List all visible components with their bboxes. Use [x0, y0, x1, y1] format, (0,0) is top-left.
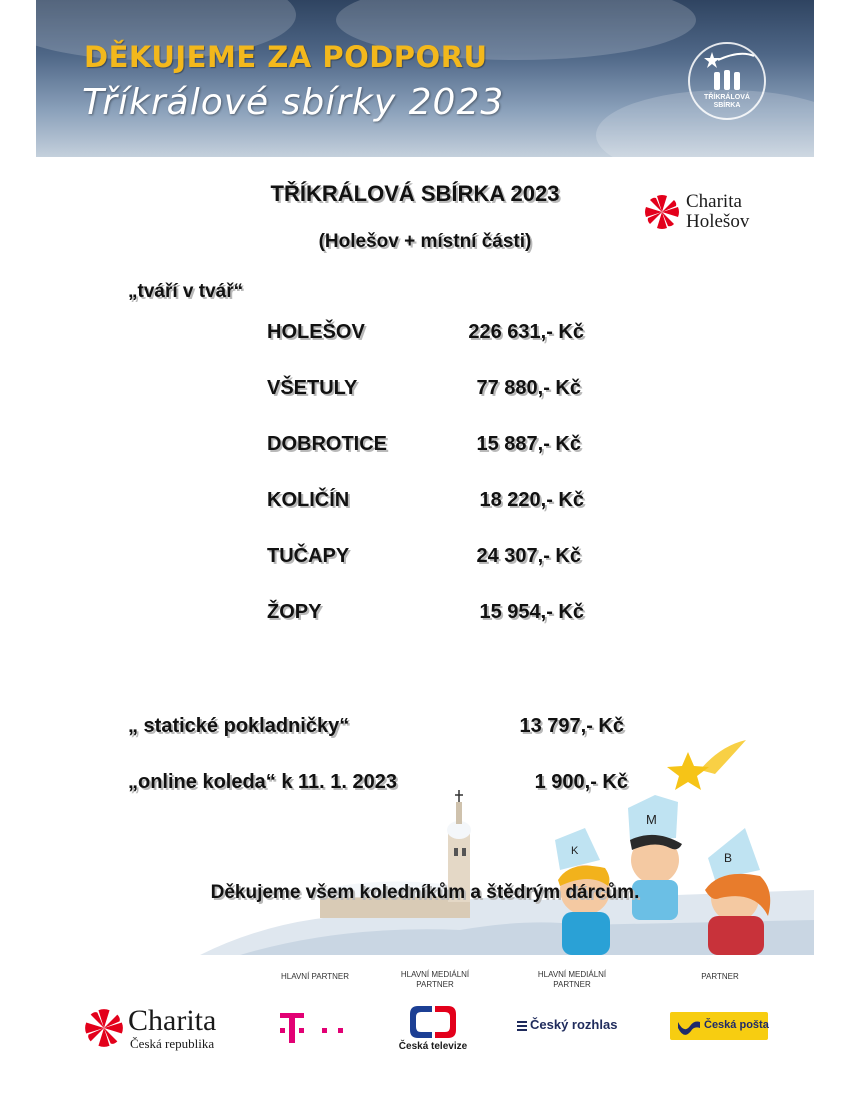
partner-label: HLAVNÍ MEDIÁLNÍ PARTNER — [537, 970, 607, 989]
charita-holesov-logo — [644, 192, 764, 236]
rozhlas-bars-icon — [517, 1019, 527, 1033]
result-amount: 77 880,- Kč — [476, 377, 581, 399]
ceska-posta-logo — [670, 1012, 768, 1040]
extra-amount: 13 797,- Kč — [519, 715, 624, 737]
ct-emblem-icon — [388, 1004, 478, 1040]
crown-letter-m: M — [646, 812, 657, 827]
telekom-logo — [278, 1008, 354, 1048]
charita-cross-icon — [644, 194, 680, 230]
section-label-face-to-face: „tváří v tvář“ — [128, 281, 244, 302]
ct-label: Česká televize — [398, 1041, 468, 1052]
result-place: ŽOPY — [267, 601, 322, 623]
thank-you-message: Děkujeme všem koledníkům a štědrým dárcům. — [210, 882, 640, 903]
result-row — [0, 601, 850, 631]
crown-letter-k: K — [571, 845, 579, 857]
trikralova-sbirka-logo — [688, 42, 766, 120]
charita-cr-logo — [84, 1006, 244, 1052]
shooting-star-icon — [667, 740, 746, 790]
charita-holesov-line2: Holešov — [686, 211, 750, 232]
charita-holesov-line1: Charita — [686, 191, 742, 212]
result-row — [0, 433, 850, 463]
result-row — [0, 377, 850, 407]
posta-name: Česká pošta — [704, 1019, 769, 1031]
result-amount: 24 307,- Kč — [476, 545, 581, 567]
cesky-rozhlas-logo — [517, 1017, 617, 1037]
charita-holesov-name — [686, 192, 749, 232]
charita-cr-country: Česká republika — [130, 1036, 215, 1051]
result-place: DOBROTICE — [267, 433, 387, 455]
result-amount: 226 631,- Kč — [468, 321, 584, 343]
page-subtitle: (Holešov + místní části) — [318, 231, 532, 252]
banner-subheading: Tříkrálové sbírky 2023 — [82, 82, 505, 123]
result-row — [0, 489, 850, 519]
result-place: KOLIČÍN — [267, 489, 350, 511]
ceska-televize-logo — [388, 1004, 478, 1056]
result-row — [0, 545, 850, 575]
extra-label: „online koleda“ k 11. 1. 2023 — [128, 771, 398, 793]
result-place: HOLEŠOV — [267, 321, 365, 343]
result-amount: 15 887,- Kč — [476, 433, 581, 455]
three-kings-illustration — [200, 740, 814, 955]
crown-letter-b: B — [724, 851, 733, 865]
post-horn-icon — [674, 1012, 704, 1040]
header-banner — [36, 0, 814, 157]
result-place: VŠETULY — [267, 377, 358, 399]
partner-label: HLAVNÍ MEDIÁLNÍ PARTNER — [400, 970, 470, 989]
extra-label: „ statické pokladničky“ — [128, 715, 350, 737]
charita-cr-name: Charita — [128, 1004, 217, 1037]
result-place: TUČAPY — [267, 545, 350, 567]
rozhlas-name: Český rozhlas — [530, 1017, 618, 1032]
banner-logo-text: TŘÍKRÁLOVÁ SBÍRKA — [704, 94, 750, 109]
result-amount: 15 954,- Kč — [479, 601, 584, 623]
result-row — [0, 321, 850, 351]
charita-cross-icon — [84, 1008, 124, 1048]
page-title: TŘÍKRÁLOVÁ SBÍRKA 2023 — [270, 181, 560, 206]
partner-label: HLAVNÍ PARTNER — [280, 972, 349, 981]
partner-label: PARTNER — [701, 972, 739, 981]
banner-heading: DĚKUJEME ZA PODPORU — [84, 40, 488, 74]
result-amount: 18 220,- Kč — [479, 489, 584, 511]
extra-amount: 1 900,- Kč — [534, 771, 628, 793]
